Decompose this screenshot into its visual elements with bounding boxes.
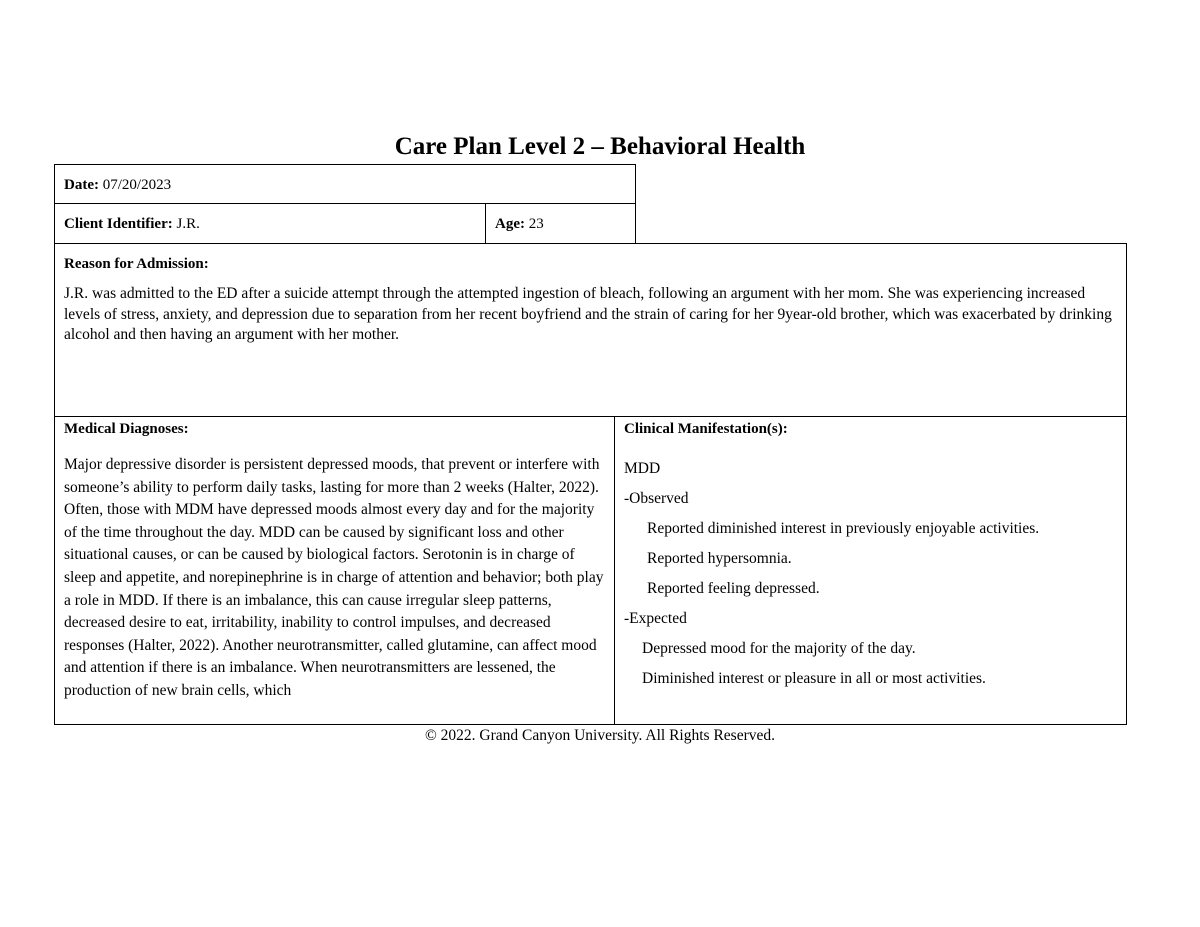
age-cell [485, 203, 636, 244]
copyright-footer: © 2022. Grand Canyon University. All Rights Reserved. [424, 727, 775, 744]
reason-for-admission-label: Reason for Admission: [64, 256, 209, 272]
date-row [54, 164, 636, 204]
observed-item: Reported diminished interest in previously enjoyable activities. [647, 520, 1040, 537]
manifestation-heading: MDD [624, 460, 661, 477]
medical-diagnoses-label: Medical Diagnoses: [64, 421, 189, 437]
observed-item: Reported hypersomnia. [647, 550, 792, 567]
medical-diagnoses-section [54, 416, 615, 725]
expected-item: Diminished interest or pleasure in all or most activities. [642, 670, 986, 687]
date-value: 07/20/2023 [102, 177, 172, 193]
clinical-manifestations-list [624, 454, 1122, 694]
client-identifier-label: Client Identifier: [64, 216, 173, 232]
observed-label: -Observed [624, 490, 689, 507]
document-title: Care Plan Level 2 – Behavioral Health [394, 133, 806, 160]
observed-item: Reported feeling depressed. [647, 580, 820, 597]
medical-diagnoses-text: Major depressive disorder is persistent depressed moods, that prevent or interfere with someone’s ability to perform daily tasks, lasting for more than 2 weeks (Halter, 2022). Often, those with MDM have depressed moods almost every day and for the majority of the time throughout the day. MDD can be caused by significant loss and other situational causes, or can be caused by biological factors. Serotonin is in charge of sleep and appetite, and norepinephrine is in charge of attention and behavior; both play a role in MDD. If there is an imbalance, this can cause irregular sleep patterns, decreased desire to eat, irritability, inability to control impulses, and decreased responses (Halter, 2022). Another neurotransmitter, called glutamine, can affect mood and attention if there is an imbalance. When neurotransmitters are lessened, the production of new brain cells, which [64, 456, 604, 699]
expected-item: Depressed mood for the majority of the day. [642, 640, 916, 657]
client-identifier-value: J.R. [176, 216, 200, 232]
reason-for-admission-text: J.R. was admitted to the ED after a suicide attempt through the attempted ingestion of bleach, following an argument with her mom. She was experiencing increased levels of stress, anxiety, and depression due to separation from her recent boyfriend and the strain of caring for her 9year-old brother, which was exacerbated by drinking alcohol and then having an argument with her mother. [64, 285, 1112, 343]
clinical-manifestations-label: Clinical Manifestation(s): [624, 421, 788, 437]
client-identifier-cell [54, 203, 486, 244]
date-label: Date: [64, 177, 99, 193]
expected-label: -Expected [624, 610, 687, 627]
age-value: 23 [528, 216, 544, 232]
reason-for-admission-section [54, 243, 1127, 417]
clinical-manifestations-section [614, 416, 1127, 725]
age-label: Age: [495, 216, 525, 232]
